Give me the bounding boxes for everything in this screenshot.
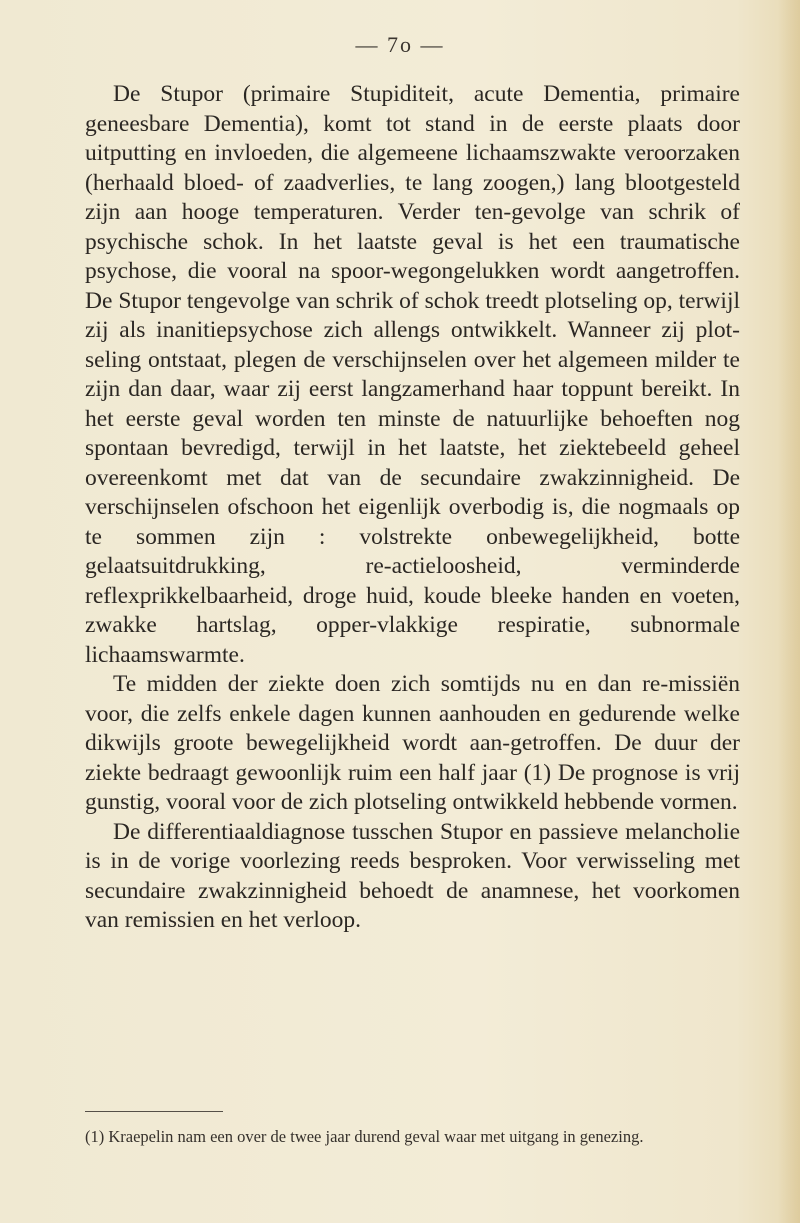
paragraph-3: De differentiaaldiagnose tusschen Stupor en passieve melancholie is in de vorige voorlezing reeds besproken. Voor verwisseling met secundaire zwakzinnigheid behoedt de anamnese, het voorkomen van remissien en het verloop. [85,818,740,933]
page-number: — 7o — [355,32,445,57]
footnote-divider [85,1111,223,1112]
paragraph-1: De Stupor (primaire Stupiditeit, acute Dementia, primaire geneesbare Dementia), komt tot stand in de eerste plaats door uitputting en invloeden, die algemeene lichaamszwakte veroorzaken (herhaald bloed- of zaadverlies, te lang zoogen,) lang blootgesteld zijn aan hooge temperaturen. Verder ten-gevolge van schrik of psychische schok. In het laatste geval is het een traumatische psychose, die vooral na spoor-wegongelukken wordt aangetroffen. De Stupor tengevolge van schrik of schok treedt plotseling op, terwijl zij als inanitiepsychose zich allengs ontwikkelt. Wanneer zij plot-seling ontstaat, plegen de verschijnselen over het algemeen milder te zijn dan daar, waar zij eerst langzamerhand haar toppunt bereikt. In het eerste geval worden ten minste de natuurlijke behoeften nog spontaan bevredigd, terwijl in het laatste, het ziektebeeld geheel overeenkomt met dat van de secundaire zwakzinnigheid. De verschijnselen ofschoon het eigenlijk overbodig is, die nogmaals op te sommen zijn : volstrekte onbewegelijkheid, botte gelaatsuitdrukking, re-actieloosheid, verminderde reflexprikkelbaarheid, droge huid, koude bleeke handen en voeten, zwakke hartslag, opper-vlakkige respiratie, subnormale lichaamswarmte. [85,81,740,668]
body-text [85,80,740,936]
page-edge-shading [778,0,800,1223]
paragraph-2: Te midden der ziekte doen zich somtijds nu en dan re-missiën voor, die zelfs enkele dagen kunnen aanhouden en gedurende welke dikwijls groote bewegelijkheid wordt aan-getroffen. De duur der ziekte bedraagt gewoonlijk ruim een half jaar (1) De prognose is vrij gunstig, vooral voor de zich plotseling ontwikkeld hebbende vormen. [85,671,740,815]
footnote: (1) Kraepelin nam een over de twee jaar durend geval waar met uitgang in genezing. [85,1127,644,1146]
